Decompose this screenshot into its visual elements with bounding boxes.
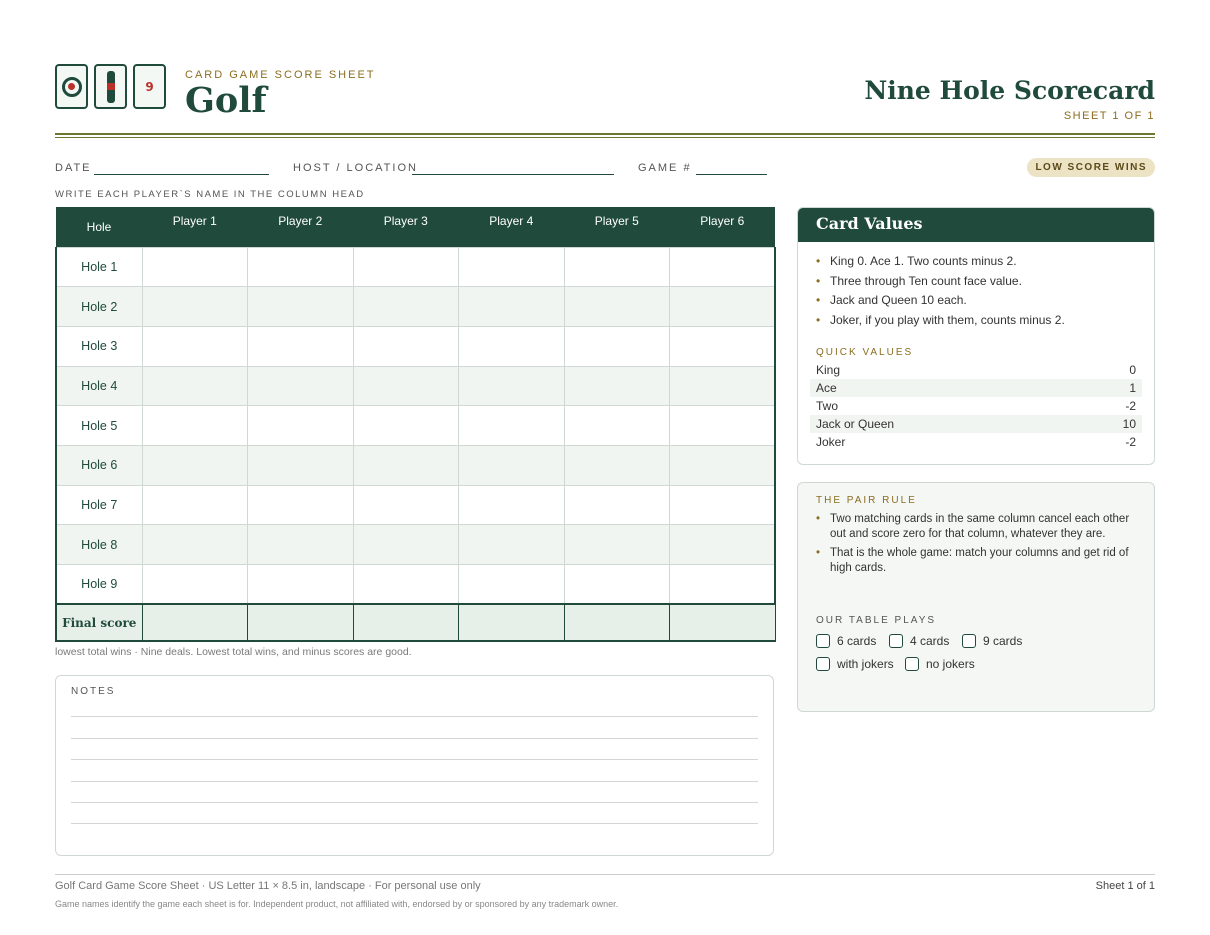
sheet-title: Nine Hole Scorecard — [864, 76, 1155, 105]
score-cell[interactable] — [248, 366, 354, 406]
score-cell[interactable] — [248, 445, 354, 485]
score-cell[interactable] — [670, 366, 776, 406]
quick-values-label: QUICK VALUES — [816, 346, 914, 358]
table-row — [56, 287, 775, 327]
card-nine-icon — [133, 64, 166, 109]
note-line — [71, 738, 758, 739]
score-cell[interactable] — [670, 287, 776, 327]
sheet-number: SHEET 1 OF 1 — [1063, 110, 1155, 122]
note-line — [71, 802, 758, 803]
final-score-cell[interactable] — [670, 604, 776, 641]
card-bar-icon — [94, 64, 127, 109]
notes-label: NOTES — [71, 686, 116, 697]
card-name: Two — [816, 398, 839, 413]
score-cell[interactable] — [564, 485, 670, 525]
option-label: 6 cards — [837, 634, 877, 648]
score-cell[interactable] — [142, 366, 248, 406]
hole-label: Hole 6 — [56, 445, 142, 485]
hole-column-header: Hole — [56, 207, 142, 247]
card-logo — [55, 64, 166, 109]
score-cell[interactable] — [353, 366, 459, 406]
quick-value-row — [810, 397, 1142, 415]
score-cell[interactable] — [248, 406, 354, 446]
card-values-panel — [797, 207, 1155, 465]
score-cell[interactable] — [564, 366, 670, 406]
footer-sheet-number: Sheet 1 of 1 — [1095, 880, 1155, 892]
list-item: • Two matching cards in the same column cancel each other out and score zero for that column, whatever they are. — [816, 512, 1141, 541]
final-score-cell[interactable] — [459, 604, 565, 641]
card-name: Joker — [816, 434, 846, 449]
score-cell[interactable] — [353, 326, 459, 366]
score-cell[interactable] — [142, 247, 248, 287]
final-score-cell[interactable] — [248, 604, 354, 641]
score-cell[interactable] — [248, 485, 354, 525]
game-number-label: GAME # — [638, 162, 692, 174]
score-cell[interactable] — [353, 406, 459, 446]
card-value: 10 — [1122, 416, 1136, 431]
final-score-cell[interactable] — [142, 604, 248, 641]
table-row — [56, 326, 775, 366]
score-table — [55, 207, 776, 642]
score-cell[interactable] — [353, 287, 459, 327]
card-value: -2 — [1125, 434, 1136, 449]
score-cell[interactable] — [142, 406, 248, 446]
score-cell[interactable] — [459, 485, 565, 525]
card-value: 1 — [1129, 381, 1136, 396]
option-no-jokers[interactable] — [905, 657, 975, 671]
checkbox[interactable] — [905, 657, 919, 671]
score-cell[interactable] — [564, 445, 670, 485]
option-4-cards[interactable] — [889, 634, 949, 648]
table-plays-label: OUR TABLE PLAYS — [816, 615, 937, 626]
score-cell[interactable] — [248, 525, 354, 565]
option-label: 4 cards — [910, 634, 950, 648]
option-6-cards[interactable] — [816, 634, 876, 648]
player-header[interactable]: Player 6 — [670, 207, 776, 247]
card-value: -2 — [1125, 398, 1136, 413]
hole-label: Hole 8 — [56, 525, 142, 565]
list-item: • That is the whole game: match your columns and get rid of high cards. — [816, 546, 1141, 575]
note-line — [71, 823, 758, 824]
option-label: with jokers — [837, 657, 894, 671]
quick-value-row — [810, 379, 1142, 397]
footer-rule — [55, 874, 1155, 875]
option-label: no jokers — [926, 657, 975, 671]
score-cell[interactable] — [670, 326, 776, 366]
score-cell[interactable] — [459, 326, 565, 366]
header-rule-thin — [55, 137, 1155, 138]
table-footnote: lowest total wins · Nine deals. Lowest total wins, and minus scores are good. — [55, 646, 412, 658]
player-header[interactable]: Player 1 — [142, 207, 248, 247]
score-cell[interactable] — [670, 445, 776, 485]
hole-label: Hole 9 — [56, 565, 142, 605]
footer-disclaimer: Game names identify the game each sheet is for. Independent product, not affiliated with, endorsed by or sponsored by any trademark owner. — [55, 899, 619, 909]
option-label: 9 cards — [983, 634, 1023, 648]
card-value: 0 — [1129, 363, 1136, 378]
score-cell[interactable] — [248, 326, 354, 366]
note-line — [71, 759, 758, 760]
score-cell[interactable] — [459, 366, 565, 406]
score-cell[interactable] — [142, 445, 248, 485]
card-number: 9 — [145, 79, 154, 94]
table-row — [56, 565, 775, 605]
score-cell[interactable] — [353, 247, 459, 287]
score-cell[interactable] — [564, 287, 670, 327]
score-cell[interactable] — [459, 565, 565, 605]
score-cell[interactable] — [459, 445, 565, 485]
notes-box[interactable] — [55, 675, 774, 856]
player-header[interactable]: Player 3 — [353, 207, 459, 247]
table-row — [56, 366, 775, 406]
final-score-cell[interactable] — [564, 604, 670, 641]
score-cell[interactable] — [353, 525, 459, 565]
footer-info: Golf Card Game Score Sheet · US Letter 11 × 8.5 in, landscape · For personal use only — [55, 880, 481, 892]
header-kicker: CARD GAME SCORE SHEET — [185, 69, 376, 81]
hole-label: Hole 4 — [56, 366, 142, 406]
score-cell[interactable] — [142, 485, 248, 525]
score-cell[interactable] — [248, 287, 354, 327]
score-cell[interactable] — [142, 525, 248, 565]
hole-label: Hole 1 — [56, 247, 142, 287]
hole-label: Hole 3 — [56, 326, 142, 366]
card-values-title: Card Values — [798, 208, 1154, 242]
quick-value-row — [810, 433, 1142, 451]
checkbox[interactable] — [816, 657, 830, 671]
score-cell[interactable] — [248, 565, 354, 605]
card-name: King — [816, 363, 841, 378]
score-cell[interactable] — [670, 406, 776, 446]
host-field[interactable] — [412, 174, 614, 175]
list-item: • King 0. Ace 1. Two counts minus 2. — [816, 254, 1136, 268]
checkbox[interactable] — [962, 634, 976, 648]
pair-rule-panel — [797, 482, 1155, 712]
game-number-field[interactable] — [696, 174, 767, 175]
score-cell[interactable] — [670, 247, 776, 287]
score-cell[interactable] — [459, 287, 565, 327]
table-row — [56, 247, 775, 287]
list-item: • Joker, if you play with them, counts minus 2. — [816, 313, 1136, 327]
final-score-row — [56, 604, 775, 641]
player-header[interactable]: Player 5 — [564, 207, 670, 247]
date-field[interactable] — [94, 174, 269, 175]
score-cell[interactable] — [353, 565, 459, 605]
date-label: DATE — [55, 162, 92, 174]
score-cell[interactable] — [248, 247, 354, 287]
hole-label: Hole 5 — [56, 406, 142, 446]
score-cell[interactable] — [459, 525, 565, 565]
score-cell[interactable] — [564, 326, 670, 366]
score-cell[interactable] — [142, 565, 248, 605]
list-item: • Jack and Queen 10 each. — [816, 293, 1136, 307]
score-cell[interactable] — [459, 406, 565, 446]
score-cell[interactable] — [142, 287, 248, 327]
page-header — [55, 60, 1155, 136]
list-item: • Three through Ten count face value. — [816, 274, 1136, 288]
game-fields — [55, 160, 1155, 182]
card-name: Ace — [816, 381, 837, 396]
hole-label: Hole 7 — [56, 485, 142, 525]
option-9-cards[interactable] — [962, 634, 1022, 648]
hole-label: Hole 2 — [56, 287, 142, 327]
player-header[interactable]: Player 2 — [248, 207, 354, 247]
quick-value-row — [810, 415, 1142, 433]
page-title: Golf — [185, 80, 267, 121]
checkbox[interactable] — [889, 634, 903, 648]
score-cell[interactable] — [564, 406, 670, 446]
final-score-cell[interactable] — [353, 604, 459, 641]
header-rule — [55, 133, 1155, 135]
instruction-text: WRITE EACH PLAYER`S NAME IN THE COLUMN HEAD — [55, 189, 365, 200]
score-cell[interactable] — [670, 525, 776, 565]
checkbox[interactable] — [816, 634, 830, 648]
score-cell[interactable] — [459, 247, 565, 287]
low-score-badge: LOW SCORE WINS — [1027, 158, 1155, 177]
pair-rule-list — [816, 512, 1141, 580]
score-cell[interactable] — [670, 565, 776, 605]
score-cell[interactable] — [353, 445, 459, 485]
final-score-label: Final score — [56, 604, 142, 641]
host-label: HOST / LOCATION — [293, 162, 418, 174]
score-cell[interactable] — [564, 525, 670, 565]
option-with-jokers[interactable] — [816, 657, 894, 671]
table-row — [56, 445, 775, 485]
score-cell[interactable] — [564, 565, 670, 605]
note-line — [71, 716, 758, 717]
player-header[interactable]: Player 4 — [459, 207, 565, 247]
table-row — [56, 406, 775, 446]
score-cell[interactable] — [670, 485, 776, 525]
table-row — [56, 525, 775, 565]
card-values-list — [798, 242, 1154, 327]
header-row — [56, 207, 775, 247]
score-cell[interactable] — [142, 326, 248, 366]
score-cell[interactable] — [353, 485, 459, 525]
pair-rule-label: THE PAIR RULE — [816, 495, 917, 506]
card-ring-icon — [55, 64, 88, 109]
quick-value-row — [810, 362, 1142, 380]
table-row — [56, 485, 775, 525]
note-line — [71, 781, 758, 782]
score-cell[interactable] — [564, 247, 670, 287]
card-name: Jack or Queen — [816, 416, 895, 431]
